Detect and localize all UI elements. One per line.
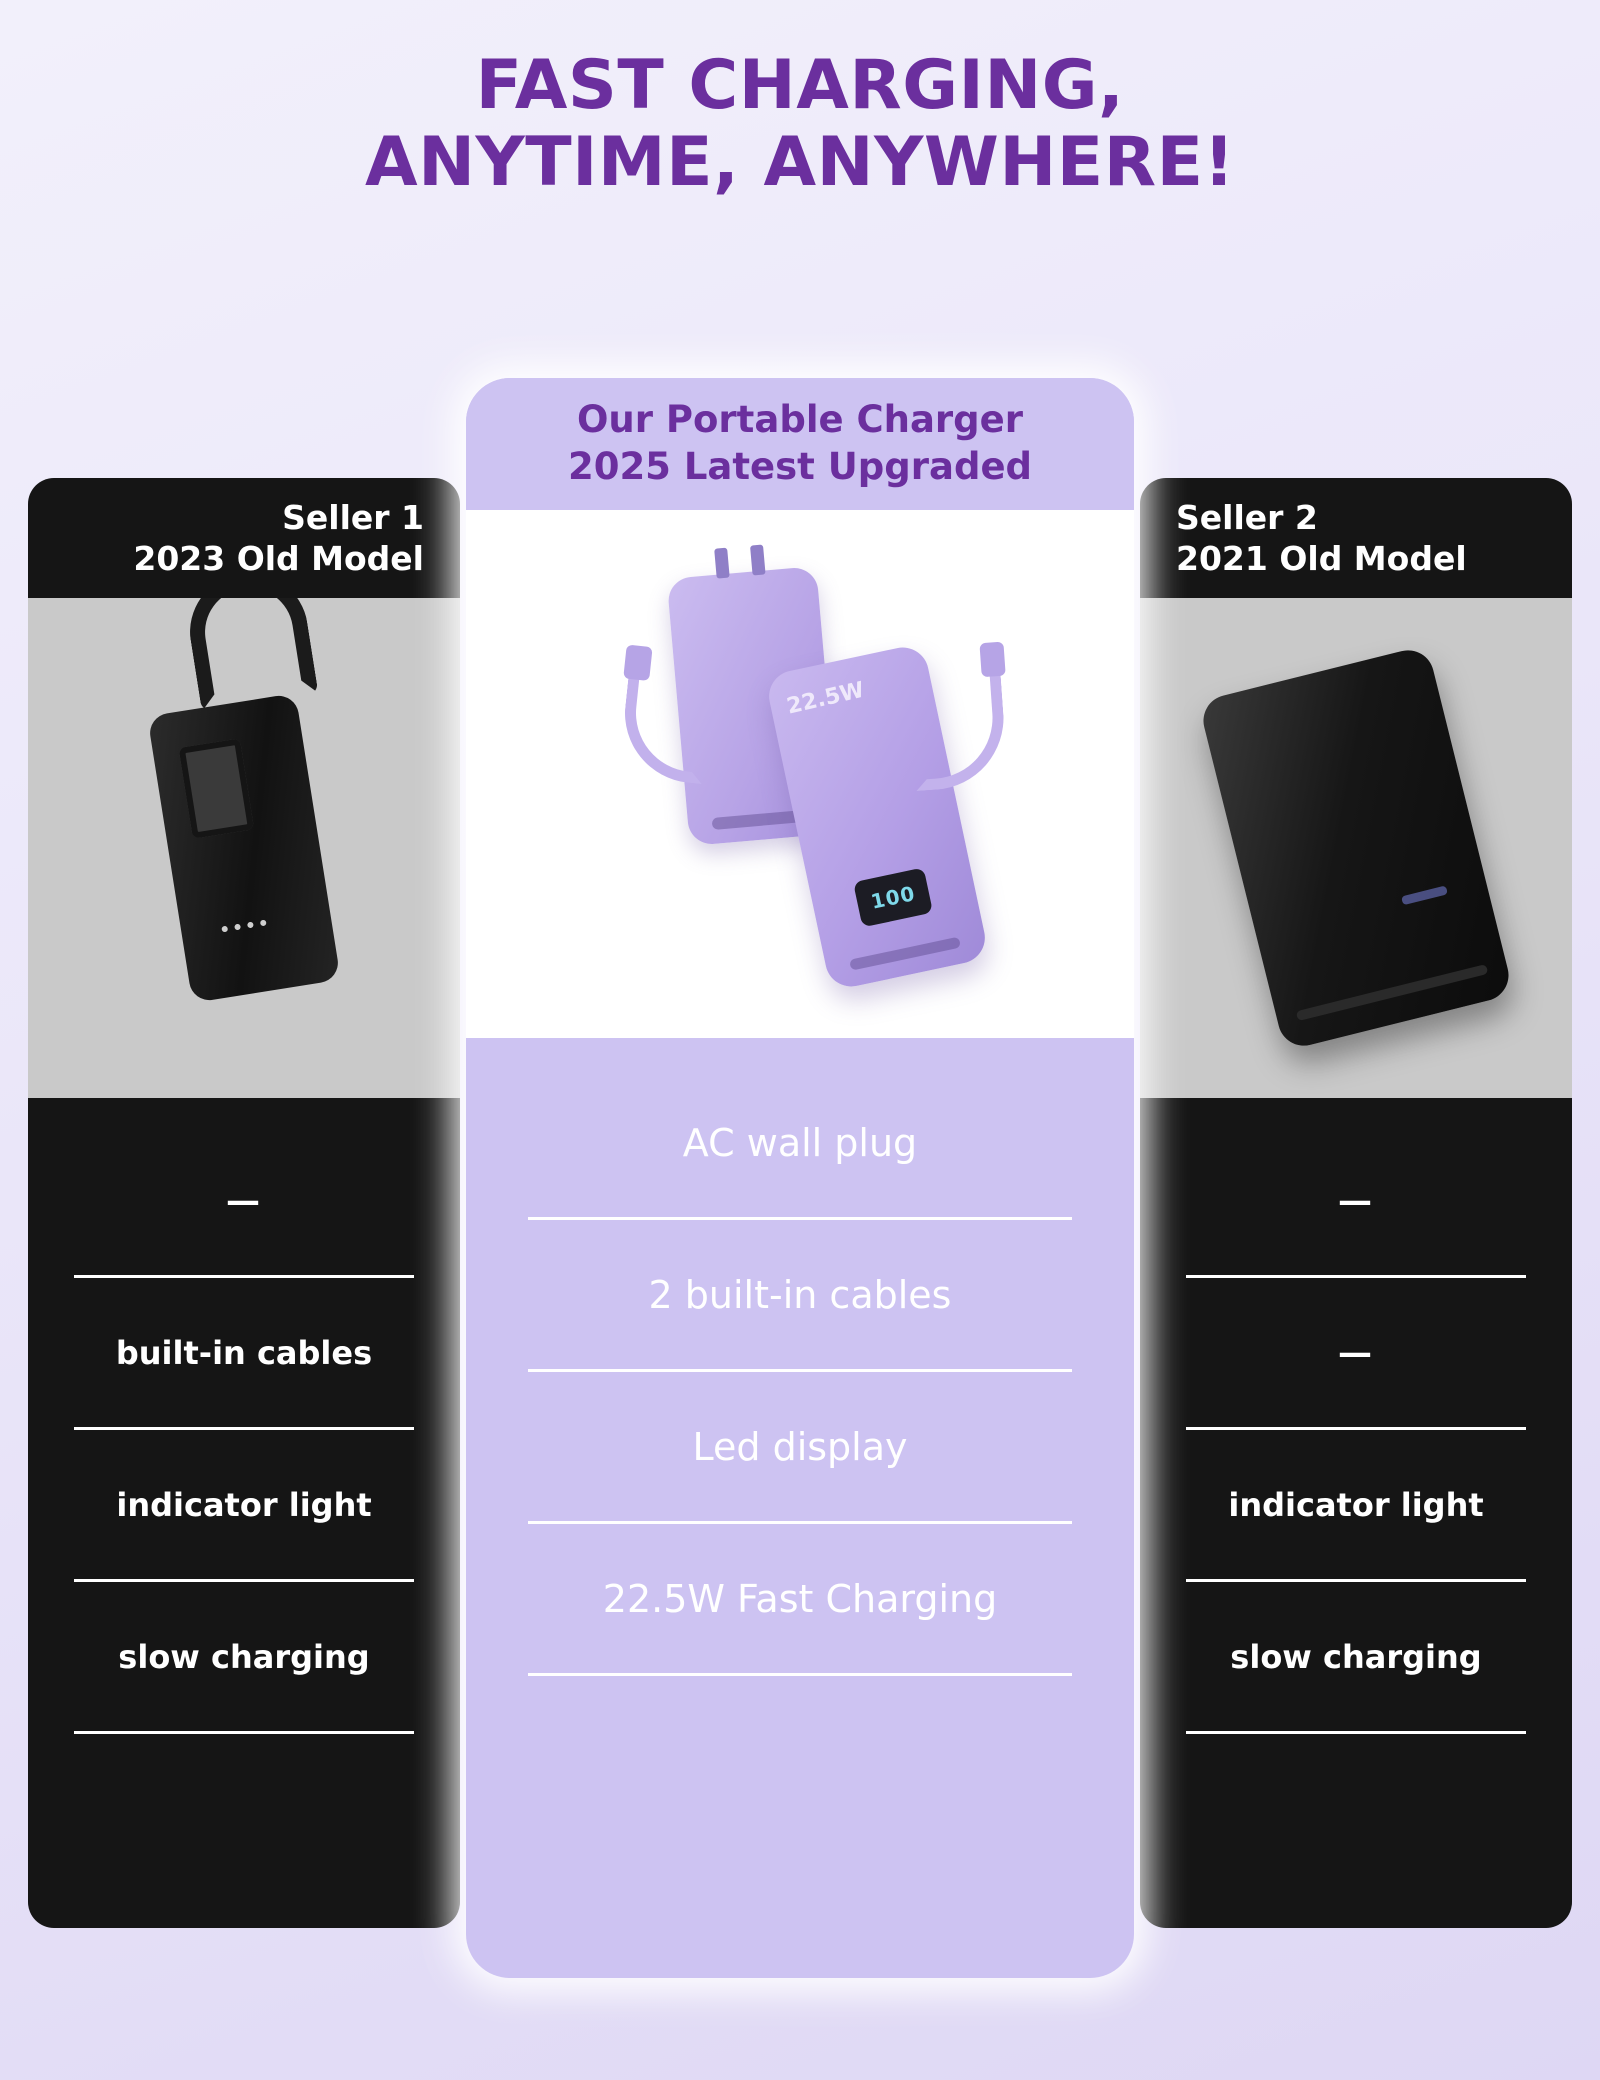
right-spec-row-1: — — [1186, 1126, 1526, 1278]
comparison-column-center — [466, 378, 1134, 1978]
comparison-column-left — [28, 478, 460, 1928]
headline-line-1: FAST CHARGING, — [475, 46, 1125, 125]
ac-prong-right-icon — [750, 545, 766, 576]
black-slab-power-bank-icon — [1198, 645, 1514, 1051]
left-spec-row-4: slow charging — [74, 1582, 414, 1734]
led-value: 100 — [868, 881, 918, 914]
built-in-cable-right-icon — [908, 657, 1009, 791]
left-column-header — [28, 478, 460, 598]
center-title-line-2: 2025 Latest Upgraded — [567, 445, 1033, 488]
left-title-line-1: Seller 1 — [282, 497, 424, 537]
comparison-column-right — [1140, 478, 1572, 1928]
left-title-line-2: 2023 Old Model — [133, 539, 424, 578]
led-display-icon — [853, 867, 933, 927]
headline-line-2: ANYTIME, ANYWHERE! — [364, 122, 1236, 202]
right-spec-list — [1140, 1098, 1572, 1734]
right-title-line-2: 2021 Old Model — [1176, 539, 1467, 578]
cable-loop-icon — [182, 598, 319, 711]
center-spec-row-1: AC wall plug — [528, 1068, 1072, 1220]
center-spec-list — [466, 1038, 1134, 1676]
right-spec-row-4: slow charging — [1186, 1582, 1526, 1734]
ac-prong-left-icon — [714, 548, 730, 579]
right-spec-row-3: indicator light — [1186, 1430, 1526, 1582]
left-spec-row-2: built-in cables — [74, 1278, 414, 1430]
left-spec-row-3: indicator light — [74, 1430, 414, 1582]
center-spec-row-4: 22.5W Fast Charging — [528, 1524, 1072, 1676]
center-column-header — [466, 378, 1134, 510]
wattage-label: 22.5W — [784, 677, 867, 720]
left-spec-list — [28, 1098, 460, 1734]
center-spec-row-3: Led display — [528, 1372, 1072, 1524]
center-title-line-1: Our Portable Charger — [576, 398, 1024, 442]
right-product-image — [1140, 598, 1572, 1098]
right-spec-row-2: — — [1186, 1278, 1526, 1430]
black-power-bank-icon — [147, 693, 341, 1003]
center-spec-row-2: 2 built-in cables — [528, 1220, 1072, 1372]
left-spec-row-1: — — [74, 1126, 414, 1278]
page-title — [0, 48, 1600, 202]
right-column-header — [1140, 478, 1572, 598]
right-title-line-1: Seller 2 — [1176, 497, 1318, 537]
left-product-image — [28, 598, 460, 1098]
built-in-cable-left-icon — [618, 658, 714, 784]
center-product-image — [466, 510, 1134, 1038]
